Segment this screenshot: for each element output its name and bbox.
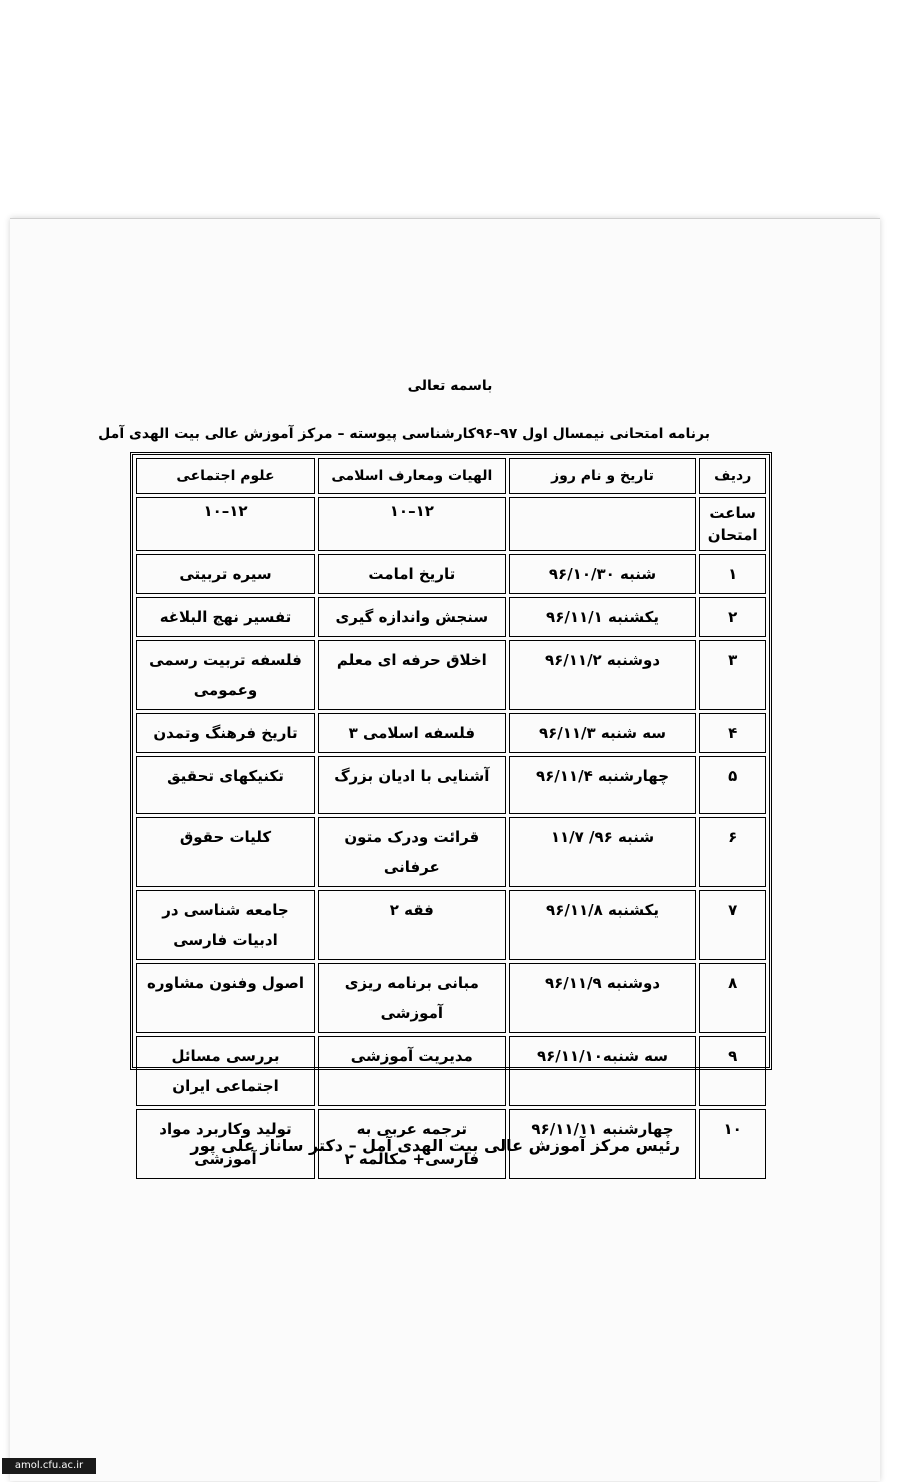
row-social-course-cell: تاریخ فرهنگ وتمدن xyxy=(136,713,315,753)
row-number-cell: ۶ xyxy=(699,817,766,887)
row-number-cell: ۴ xyxy=(699,713,766,753)
row-date-cell: دوشنبه ۹۶/۱۱/۲ xyxy=(509,640,697,710)
table-row xyxy=(136,963,766,1033)
exam-time-theology: ۱۲–۱۰ xyxy=(318,497,506,551)
table-row xyxy=(136,713,766,753)
site-watermark: amol.cfu.ac.ir xyxy=(2,1458,96,1474)
table-row xyxy=(136,597,766,637)
row-social-course-cell: کلیات حقوق xyxy=(136,817,315,887)
row-social-course-cell: جامعه شناسی در ادبیات فارسی xyxy=(136,890,315,960)
row-date-cell: سه شنبه ۹۶/۱۱/۳ xyxy=(509,713,697,753)
exam-time-row xyxy=(136,497,766,551)
row-number-cell: ۳ xyxy=(699,640,766,710)
row-social-course-cell: سیره تربیتی xyxy=(136,554,315,594)
header-theology: الهیات ومعارف اسلامی xyxy=(318,458,506,494)
header-row-number: ردیف xyxy=(699,458,766,494)
row-social-course-cell: اصول وفنون مشاوره xyxy=(136,963,315,1033)
exam-time-social: ۱۲–۱۰ xyxy=(136,497,315,551)
row-number-cell: ۷ xyxy=(699,890,766,960)
header-social-sciences: علوم اجتماعی xyxy=(136,458,315,494)
row-date-cell: یکشنبه ۹۶/۱۱/۸ xyxy=(509,890,697,960)
table-row xyxy=(136,890,766,960)
row-theology-course-cell: فقه ۲ xyxy=(318,890,506,960)
row-date-cell: سه شنبه۹۶/۱۱/۱۰ xyxy=(509,1036,697,1106)
row-date-cell: یکشنبه ۹۶/۱۱/۱ xyxy=(509,597,697,637)
row-social-course-cell: تکنیکهای تحقیق xyxy=(136,756,315,814)
row-theology-course-cell: اخلاق حرفه ای معلم xyxy=(318,640,506,710)
row-date-cell: دوشنبه ۹۶/۱۱/۹ xyxy=(509,963,697,1033)
row-number-cell: ۵ xyxy=(699,756,766,814)
row-theology-course-cell: مبانی برنامه ریزی آموزشی xyxy=(318,963,506,1033)
exam-schedule-table xyxy=(133,455,769,1182)
row-social-course-cell: تفسیر نهج البلاغه xyxy=(136,597,315,637)
row-date-cell: چهارشنبه ۹۶/۱۱/۱۱ xyxy=(509,1109,697,1179)
exam-time-date-empty xyxy=(509,497,697,551)
document-title: برنامه امتحانی نیمسال اول ۹۷–۹۶کارشناسی پیوسته – مرکز آموزش عالی بیت الهدی آمل xyxy=(98,426,710,442)
header-date: تاریخ و نام روز xyxy=(509,458,697,494)
row-theology-course-cell: قرائت ودرک متون عرفانی xyxy=(318,817,506,887)
row-theology-course-cell: ترجمه عربی به فارسی+ مکالمه ۲ xyxy=(318,1109,506,1179)
basmala-heading: باسمه تعالی xyxy=(407,378,493,394)
row-social-course-cell: بررسی مسائل اجتماعی ایران xyxy=(136,1036,315,1106)
table-row xyxy=(136,756,766,814)
row-number-cell: ۹ xyxy=(699,1036,766,1106)
row-theology-course-cell: تاریخ امامت xyxy=(318,554,506,594)
table-row xyxy=(136,1036,766,1106)
row-number-cell: ۲ xyxy=(699,597,766,637)
row-theology-course-cell: سنجش واندازه گیری xyxy=(318,597,506,637)
row-number-cell: ۱ xyxy=(699,554,766,594)
table-header-row xyxy=(136,458,766,494)
row-theology-course-cell: آشنایی با ادیان بزرگ xyxy=(318,756,506,814)
row-date-cell: شنبه ۹۶/۱۰/۳۰ xyxy=(509,554,697,594)
exam-time-label: ساعت امتحان xyxy=(699,497,766,551)
signature-line: رئیس مرکز آموزش عالی بیت الهدی آمل – دکتر ساناز علی پور xyxy=(190,1136,680,1155)
row-number-cell: ۸ xyxy=(699,963,766,1033)
row-theology-course-cell: فلسفه اسلامی ۳ xyxy=(318,713,506,753)
row-social-course-cell: تولید وکاربرد مواد آموزشی xyxy=(136,1109,315,1179)
table-row xyxy=(136,640,766,710)
row-date-cell: چهارشنبه ۹۶/۱۱/۴ xyxy=(509,756,697,814)
row-theology-course-cell: مدیریت آموزشی xyxy=(318,1036,506,1106)
row-social-course-cell: فلسفه تربیت رسمی وعمومی xyxy=(136,640,315,710)
row-date-cell: شنبه ۹۶/ ۱۱/۷ xyxy=(509,817,697,887)
row-number-cell: ۱۰ xyxy=(699,1109,766,1179)
table-row xyxy=(136,817,766,887)
table-row xyxy=(136,554,766,594)
